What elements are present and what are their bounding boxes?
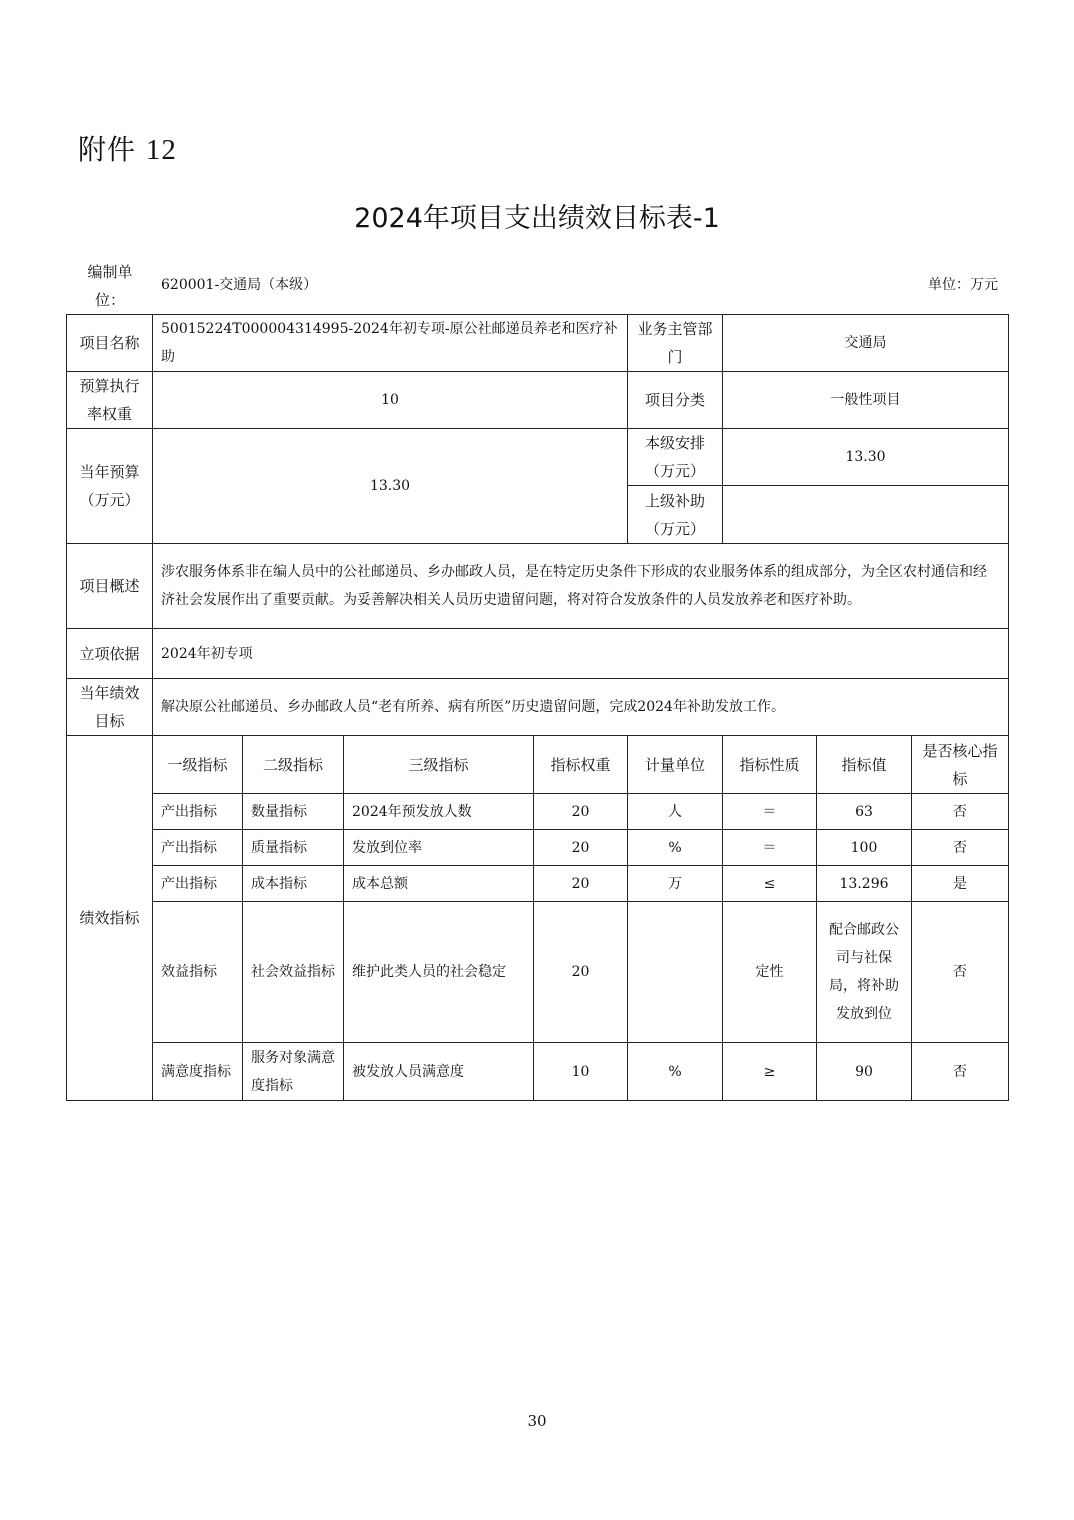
- local-value: 13.30: [723, 429, 1009, 486]
- unit-cell: [628, 902, 723, 1043]
- indicators-label: 绩效指标: [67, 736, 153, 1101]
- dept-value: 交通局: [723, 315, 1009, 372]
- category-label: 项目分类: [628, 372, 723, 429]
- nature-cell: 定性: [723, 902, 817, 1043]
- weight-cell: 20: [534, 794, 628, 830]
- upper-value: [723, 486, 1009, 544]
- header-cell: 指标权重: [534, 736, 628, 794]
- unit-cell: 万: [628, 866, 723, 902]
- core-cell: 否: [912, 902, 1009, 1043]
- table-row: [67, 1043, 1009, 1101]
- budget-value: 13.30: [153, 429, 628, 544]
- budget-label: 当年预算（万元）: [67, 429, 153, 544]
- core-cell: 否: [912, 1043, 1009, 1101]
- dept-label: 业务主管部门: [628, 315, 723, 372]
- core-cell: 是: [912, 866, 1009, 902]
- level1-cell: 效益指标: [153, 902, 243, 1043]
- level1-cell: 产出指标: [153, 830, 243, 866]
- value-cell: 100: [817, 830, 912, 866]
- core-cell: 否: [912, 794, 1009, 830]
- header-cell: 二级指标: [243, 736, 344, 794]
- nature-cell: ＝: [723, 794, 817, 830]
- header-cell: 三级指标: [344, 736, 534, 794]
- level2-cell: 社会效益指标: [243, 902, 344, 1043]
- weight-value: 10: [153, 372, 628, 429]
- header-cell: 是否核心指标: [912, 736, 1009, 794]
- nature-cell: ≤: [723, 866, 817, 902]
- nature-cell: ≥: [723, 1043, 817, 1101]
- performance-table: [66, 314, 1009, 1101]
- header-cell: 一级指标: [153, 736, 243, 794]
- prepared-by-row: [66, 258, 1008, 314]
- header-cell: 计量单位: [628, 736, 723, 794]
- unit-label: 单位：万元: [928, 277, 998, 293]
- unit-cell: %: [628, 1043, 723, 1101]
- header-cell: 指标值: [817, 736, 912, 794]
- basis-label: 立项依据: [67, 629, 153, 679]
- header-cell: 指标性质: [723, 736, 817, 794]
- overview-value: 涉农服务体系非在编人员中的公社邮递员、乡办邮政人员，是在特定历史条件下形成的农业服务体系的组成部分，为全区农村通信和经济社会发展作出了重要贡献。为妥善解决相关人员历史遗留问题，将对符合发放条件的人员发放养老和医疗补助。: [153, 544, 1009, 629]
- attachment-label: 附件 12: [78, 133, 177, 166]
- value-cell: 配合邮政公司与社保局，将补助发放到位: [817, 902, 912, 1043]
- goal-value: 解决原公社邮递员、乡办邮政人员“老有所养、病有所医”历史遗留问题，完成2024年补助发放工作。: [153, 679, 1009, 736]
- page-number: 30: [527, 1412, 547, 1430]
- basis-value: 2024年初专项: [153, 629, 1009, 679]
- project-name-value: 50015224T000004314995-2024年初专项-原公社邮递员养老和医疗补助: [153, 315, 628, 372]
- prepared-by-value: 620001-交通局（本级）: [161, 277, 318, 293]
- overview-label: 项目概述: [67, 544, 153, 629]
- value-cell: 13.296: [817, 866, 912, 902]
- level2-cell: 质量指标: [243, 830, 344, 866]
- page-title: 2024年项目支出绩效目标表-1: [354, 203, 720, 234]
- upper-label: 上级补助（万元）: [628, 486, 723, 544]
- level2-cell: 成本指标: [243, 866, 344, 902]
- level2-cell: 数量指标: [243, 794, 344, 830]
- weight-label: 预算执行率权重: [67, 372, 153, 429]
- level2-cell: 服务对象满意度指标: [243, 1043, 344, 1101]
- level3-cell: 被发放人员满意度: [344, 1043, 534, 1101]
- weight-cell: 20: [534, 902, 628, 1043]
- local-label: 本级安排（万元）: [628, 429, 723, 486]
- level1-cell: 产出指标: [153, 866, 243, 902]
- project-name-label: 项目名称: [67, 315, 153, 372]
- level3-cell: 维护此类人员的社会稳定: [344, 902, 534, 1043]
- weight-cell: 20: [534, 866, 628, 902]
- unit-cell: %: [628, 830, 723, 866]
- level1-cell: 产出指标: [153, 794, 243, 830]
- weight-cell: 20: [534, 830, 628, 866]
- value-cell: 63: [817, 794, 912, 830]
- level1-cell: 满意度指标: [153, 1043, 243, 1101]
- core-cell: 否: [912, 830, 1009, 866]
- weight-cell: 10: [534, 1043, 628, 1101]
- table-row: [67, 794, 1009, 830]
- table-row: [67, 830, 1009, 866]
- table-row: [67, 866, 1009, 902]
- category-value: 一般性项目: [723, 372, 1009, 429]
- table-row: [67, 902, 1009, 1043]
- prepared-by-label: 编制单位：: [87, 263, 133, 309]
- level3-cell: 成本总额: [344, 866, 534, 902]
- level3-cell: 发放到位率: [344, 830, 534, 866]
- goal-label: 当年绩效目标: [67, 679, 153, 736]
- level3-cell: 2024年预发放人数: [344, 794, 534, 830]
- unit-cell: 人: [628, 794, 723, 830]
- value-cell: 90: [817, 1043, 912, 1101]
- nature-cell: ＝: [723, 830, 817, 866]
